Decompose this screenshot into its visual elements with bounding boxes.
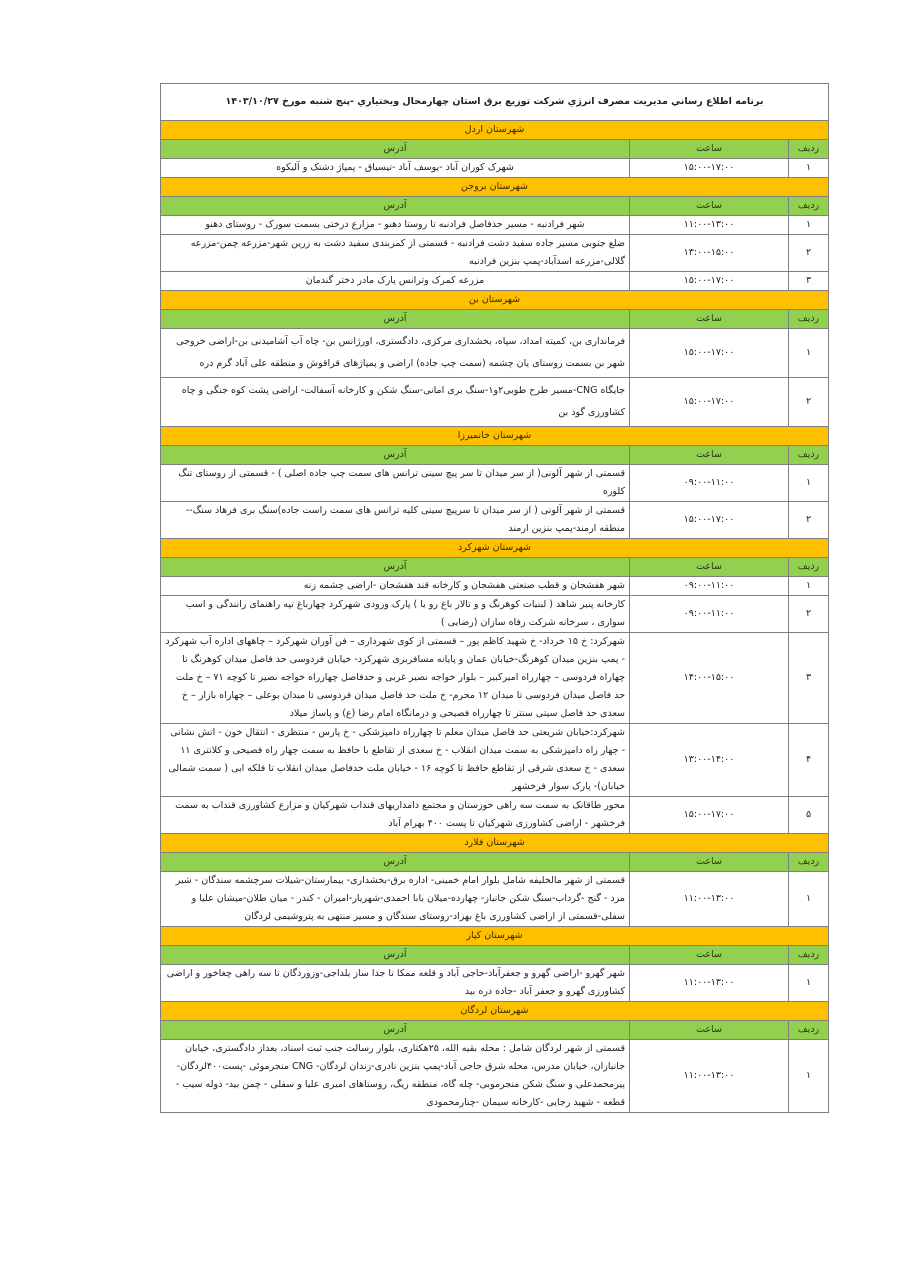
column-header-radif: ردیف: [789, 197, 829, 216]
row-number: ۱: [789, 159, 829, 178]
column-header-address: آدرس: [160, 558, 629, 577]
outage-time: ۱۱:۰۰-۱۳:۰۰: [630, 872, 789, 927]
table-row: [160, 235, 828, 272]
row-number: ۱: [789, 1040, 829, 1113]
column-header-radif: ردیف: [789, 140, 829, 159]
county-header-row: [160, 427, 828, 446]
county-header-row: [160, 178, 828, 197]
row-number: ۳: [789, 272, 829, 291]
column-header-time: ساعت: [630, 1021, 789, 1040]
outage-address: قسمتی از شهر لردگان شامل : محله بقیه الله، ۲۵هکتاری، بلوار رسالت جنب ثبت اسناد، بعداز دادگستری، خیابان جانبازان، خیابان مدرس، محله شرق حاجی آباد-پمپ بنزین نادری-زندان لردگان- CNG منجرموئی -پست۴۰۰لردگان-پیرمحمدعلی و سنگ شکن منجرموبی- چله گاه، منطقه ریگ، روستاهای امیری علیا و سفلی - چمن بید- دوله سیب - قطعه - شهید رجایی -کارخانه سیمان -چنارمحمودی: [160, 1040, 629, 1113]
row-number: ۱: [789, 872, 829, 927]
column-header-row: [160, 310, 828, 329]
table-row: [160, 872, 828, 927]
table-row: [160, 465, 828, 502]
outage-time: ۱۵:۰۰-۱۷:۰۰: [630, 378, 789, 427]
column-header-address: آدرس: [160, 197, 629, 216]
table-row: [160, 159, 828, 178]
outage-schedule-table: [160, 83, 829, 1113]
county-name: شهرستان خانمیرزا: [160, 427, 828, 446]
table-row: [160, 596, 828, 633]
outage-time: ۱۵:۰۰-۱۷:۰۰: [630, 329, 789, 378]
outage-address: قسمتی از شهر مالخلیفه شامل بلوار امام خمینی- اداره برق-بخشداری- بیمارستان-شیلات سرچشمه سندگان - شیر مرد - گنج -گرداب-سنگ شکن جانباز- چهارده-میلان بابا احمدی-شهریار-امیران - کندر - میان طلان-میشان علیا و سفلی-قسمتی از اراضی کشاورزی باغ بهزاد-روستای سندگان و مسیر منتهی به پتروشیمی لردگان: [160, 872, 629, 927]
outage-time: ۰۹:۰۰-۱۱:۰۰: [630, 596, 789, 633]
column-header-time: ساعت: [630, 853, 789, 872]
outage-time: ۱۱:۰۰-۱۳:۰۰: [630, 216, 789, 235]
column-header-row: [160, 946, 828, 965]
column-header-row: [160, 140, 828, 159]
column-header-row: [160, 446, 828, 465]
outage-time: ۱۵:۰۰-۱۷:۰۰: [630, 502, 789, 539]
county-header-row: [160, 539, 828, 558]
column-header-time: ساعت: [630, 946, 789, 965]
outage-time: ۱۵:۰۰-۱۷:۰۰: [630, 159, 789, 178]
schedule-sheet: [161, 83, 829, 1113]
column-header-address: آدرس: [160, 853, 629, 872]
outage-address: محور طاقانک به سمت سه راهی خوزستان و مجتمع دامداریهای قنداب شهرکیان و مزارع کشاورزی قنداب به سمت فرخشهر - اراضی کشاورزی شهرکیان تا پست ۴۰۰ بهرام آباد: [160, 797, 629, 834]
county-header-row: [160, 121, 828, 140]
county-header-row: [160, 927, 828, 946]
row-number: ۱: [789, 329, 829, 378]
column-header-radif: ردیف: [789, 853, 829, 872]
county-name: شهرستان بن: [160, 291, 828, 310]
county-header-row: [160, 1002, 828, 1021]
column-header-time: ساعت: [630, 140, 789, 159]
table-row: [160, 1040, 828, 1113]
page-title: برنامه اطلاع رساني مديريت مصرف انرژي شركت توزيع برق استان چهارمحال وبختياري -پنج شنبه مورخ ۱۴۰۳/۱۰/۲۷: [160, 84, 828, 121]
title-row: [160, 84, 828, 121]
outage-address: جایگاه CNG-مسیر طرح طوبی۲و۱-سنگ بری امانی-سنگ شکن و کارخانه آسفالت- اراضی پشت کوه جنگی و چاه کشاورزی گود بن: [160, 378, 629, 427]
row-number: ۱: [789, 577, 829, 596]
table-row: [160, 216, 828, 235]
county-header-row: [160, 834, 828, 853]
column-header-address: آدرس: [160, 946, 629, 965]
row-number: ۴: [789, 724, 829, 797]
outage-time: ۱۴:۰۰-۱۵:۰۰: [630, 633, 789, 724]
outage-address: کارخانه پنیر شاهد ( لبنیات کوهرنگ و و تالار باغ رو یا ) پارک ورودی شهرکرد چهارباغ تپه راهنمای رانندگی و اسب سواری ، سرخانه شرکت رفاه سازان (رضایی ): [160, 596, 629, 633]
county-name: شهرستان بروجن: [160, 178, 828, 197]
outage-address: ضلع جنوبی مسیر جاده سفید دشت فرادنبه - قسمتی از کمربندی سفید دشت به زرین شهر-مزرعه چمن-مزرعه گلالی-مزرعه اسدآباد-پمپ بنزین فرادنبه: [160, 235, 629, 272]
row-number: ۱: [789, 465, 829, 502]
outage-time: ۱۳:۰۰-۱۵:۰۰: [630, 235, 789, 272]
table-row: [160, 965, 828, 1002]
column-header-time: ساعت: [630, 197, 789, 216]
table-row: [160, 329, 828, 378]
table-row: [160, 502, 828, 539]
county-name: شهرستان شهرکرد: [160, 539, 828, 558]
column-header-radif: ردیف: [789, 310, 829, 329]
outage-address: فرمانداری بن، کمیته امداد، سپاه، بخشداری مرکزی، دادگستری، اورژانس بن- چاه آب آشامیدنی بن-اراضی خروجی شهر بن بسمت روستای یان چشمه (سمت چپ جاده) اراضی و پمپاژهای قراقوش و منطقه علی آباد گرم دره: [160, 329, 629, 378]
table-row: [160, 378, 828, 427]
column-header-radif: ردیف: [789, 558, 829, 577]
column-header-row: [160, 1021, 828, 1040]
column-header-radif: ردیف: [789, 946, 829, 965]
column-header-address: آدرس: [160, 1021, 629, 1040]
outage-time: ۱۱:۰۰-۱۳:۰۰: [630, 965, 789, 1002]
row-number: ۱: [789, 965, 829, 1002]
outage-address: قسمتی از شهر آلونی( از سر میدان تا سر پیچ سینی ترانس های سمت چپ جاده اصلی ) - قسمتی از روستای تنگ کلوره: [160, 465, 629, 502]
column-header-address: آدرس: [160, 446, 629, 465]
column-header-address: آدرس: [160, 310, 629, 329]
outage-time: ۱۵:۰۰-۱۷:۰۰: [630, 797, 789, 834]
outage-address: مزرعه کمرک وترانس پارک مادر دختر گندمان: [160, 272, 629, 291]
column-header-row: [160, 197, 828, 216]
outage-address: شهرک کوران آباد -یوسف آباد -تیسیاق - پمپاژ دشتک و آلیکوه: [160, 159, 629, 178]
table-row: [160, 724, 828, 797]
column-header-time: ساعت: [630, 310, 789, 329]
column-header-row: [160, 558, 828, 577]
column-header-time: ساعت: [630, 558, 789, 577]
outage-address: قسمتی از شهر آلونی ( از سر میدان تا سرپیچ سینی کلیه ترانس های سمت راست جاده)سنگ بری فرهاد سنگ--منطقه ارمند-پمپ بنزین ارمند: [160, 502, 629, 539]
row-number: ۱: [789, 216, 829, 235]
column-header-time: ساعت: [630, 446, 789, 465]
row-number: ۲: [789, 502, 829, 539]
column-header-radif: ردیف: [789, 1021, 829, 1040]
county-name: شهرستان فلارد: [160, 834, 828, 853]
column-header-address: آدرس: [160, 140, 629, 159]
table-row: [160, 797, 828, 834]
row-number: ۲: [789, 596, 829, 633]
column-header-radif: ردیف: [789, 446, 829, 465]
outage-address: شهر گهرو -اراضی گهرو و جعفرآباد-حاجی آباد و قلعه ممکا تا جدا ساز بلداجی-وزوردگان تا سه راهی چغاخور و اراضی کشاورزی گهرو و جعفر آباد -جاده دره بید: [160, 965, 629, 1002]
table-row: [160, 272, 828, 291]
row-number: ۲: [789, 378, 829, 427]
row-number: ۳: [789, 633, 829, 724]
row-number: ۲: [789, 235, 829, 272]
county-name: شهرستان لردگان: [160, 1002, 828, 1021]
outage-address: شهرکرد: خ ۱۵ خرداد- خ شهید کاظم پور – قسمتی از کوی شهرداری – فن آوران شهرکرد – چاههای اداره آب شهرکرد - پمپ بنزین میدان کوهرنگ-خیابان عمان و پایانه مسافربری شهرکرد- خیابان فردوسی حد فاصل میدان کوهرنگ تا چهاراه فردوسی – چهارراه امیرکبیر – بلوار خواجه نصیر غربی و حدفاصل چهارراه خواجه نصیر تا کوچه ۷۱ – خ ملت حد فاصل میدان فردوسی تا میدان ۱۲ محرم- خ ملت حد فاصل میدان فردوسی تا میدان بوعلی – چهاراه بازار – خ سعدی حد فاصل سیتی سنتر تا چهارراه فصیحی و درمانگاه امام رضا (ع) و پاساژ میلاد: [160, 633, 629, 724]
outage-address: شهر هفشجان و قطب صنعتی هفشجان و کارخانه قند هفشجان -اراضی چشمه زنه: [160, 577, 629, 596]
row-number: ۵: [789, 797, 829, 834]
table-row: [160, 633, 828, 724]
county-name: شهرستان کیار: [160, 927, 828, 946]
outage-time: ۰۹:۰۰-۱۱:۰۰: [630, 465, 789, 502]
outage-address: شهرکرد:خیابان شریعتی حد فاصل میدان معلم تا چهارراه دامپزشکی - خ پارس - منتظری - انتقال خون - اتش نشانی - چهار راه دامپزشکی به سمت میدان انقلاب - خ سعدی از تقاطع با حافظ به سمت چهار راه فصیحی و کلانتری ۱۱ سعدی - خ سعدی شرقی از تقاطع حافظ تا کوچه ۱۶ - خیابان ملت حدفاصل میدان انقلاب تا فلکه ابی ( سمت شمالی خیابان)- پارک سوار فرخشهر: [160, 724, 629, 797]
table-row: [160, 577, 828, 596]
outage-time: ۱۱:۰۰-۱۳:۰۰: [630, 1040, 789, 1113]
outage-time: ۱۳:۰۰-۱۴:۰۰: [630, 724, 789, 797]
county-header-row: [160, 291, 828, 310]
column-header-row: [160, 853, 828, 872]
county-name: شهرستان اردل: [160, 121, 828, 140]
outage-time: ۱۵:۰۰-۱۷:۰۰: [630, 272, 789, 291]
outage-time: ۰۹:۰۰-۱۱:۰۰: [630, 577, 789, 596]
outage-address: شهر فرادنبه - مسیر حدفاصل فرادنبه تا روستا دهنو - مزارع درختی بسمت سورک - روستای دهنو: [160, 216, 629, 235]
